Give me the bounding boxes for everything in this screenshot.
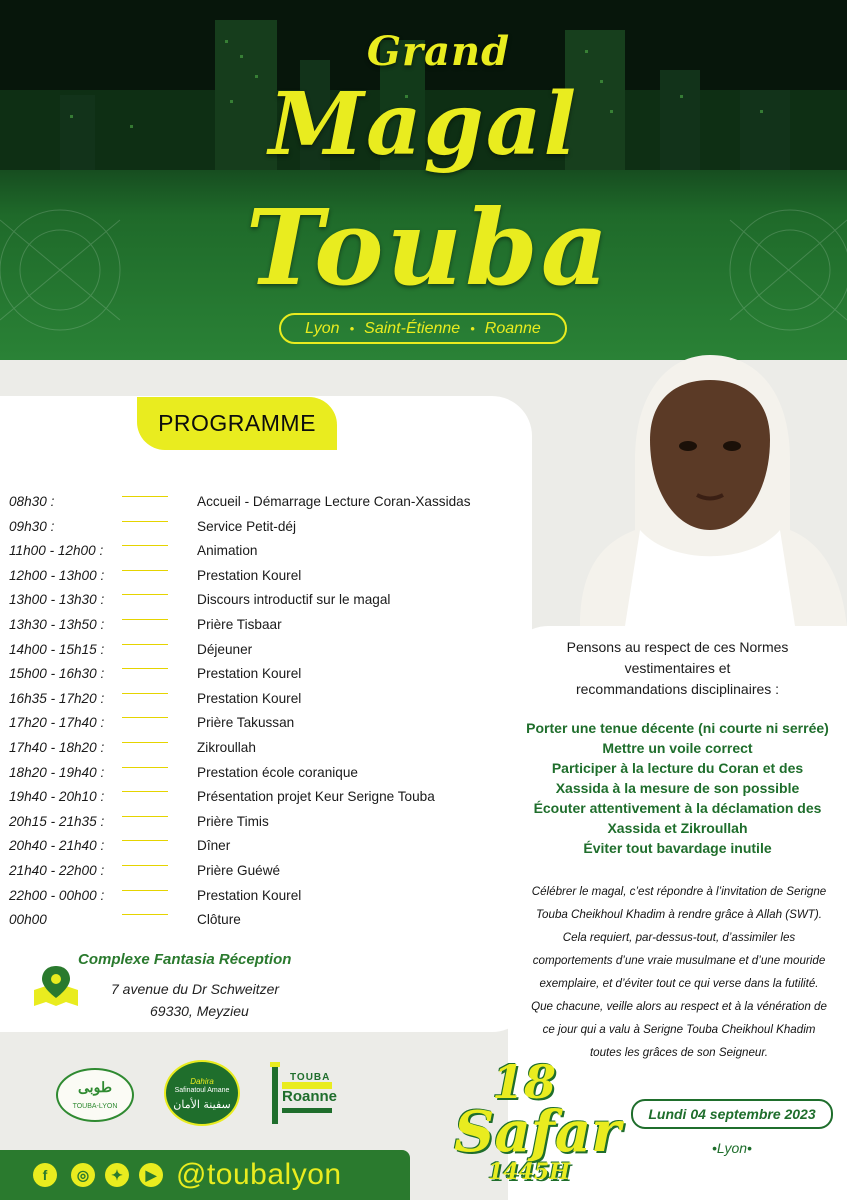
schedule-activity: Prière Tisbaar [197, 616, 282, 632]
quote-line: Touba Cheikhoul Khadim à rendre grâce à Allah (SWT). [536, 908, 822, 921]
schedule-activity: Présentation projet Keur Serigne Touba [197, 789, 435, 805]
title-grand: Grand [366, 28, 511, 75]
schedule-time: 20h40 - 21h40 : [9, 838, 105, 854]
schedule-divider [122, 717, 168, 718]
schedule-row [9, 810, 529, 835]
roanne-logo-line2: Roanne [282, 1088, 338, 1105]
schedule-row [9, 613, 529, 638]
schedule-time: 22h00 - 00h00 : [9, 887, 105, 903]
quote-line: Célébrer le magal, c’est répondre à l’invitation de Serigne [531, 885, 827, 898]
schedule-activity: Animation [197, 543, 258, 559]
quote-line: exemplaire, et d’éviter tout ce qui verse dans la futilité. [539, 977, 819, 990]
schedule-activity: Prestation Kourel [197, 690, 302, 706]
map-pin-icon [32, 964, 80, 1008]
rules-list [508, 718, 847, 858]
schedule-row [9, 687, 529, 712]
event-city: •Lyon• [712, 1140, 752, 1156]
rule-item: Écouter attentivement à la déclamation des [533, 800, 822, 816]
schedule-divider [122, 644, 168, 645]
schedule-divider [122, 890, 168, 891]
title-touba: Touba [245, 186, 612, 309]
schedule-time: 13h30 - 13h50 : [9, 616, 105, 632]
schedule-list [9, 490, 529, 933]
schedule-activity: Prestation école coranique [197, 764, 358, 780]
schedule-activity: Prestation Kourel [197, 666, 302, 682]
city-separator: • [349, 321, 355, 336]
touba-lyon-label: TOUBA-LYON [72, 1103, 118, 1110]
city-saint-etienne: Saint-Étienne [364, 319, 461, 337]
quote-line: ce jour qui a valu à Serigne Touba Cheikhoul Khadim [542, 1023, 816, 1036]
schedule-row [9, 711, 529, 736]
schedule-activity: Prière Takussan [197, 715, 295, 731]
touba-lyon-logo [56, 1068, 134, 1122]
city-roanne: Roanne [484, 319, 541, 337]
schedule-divider [122, 545, 168, 546]
social-handle[interactable]: @toubalyon [176, 1158, 342, 1191]
schedule-time: 00h00 [9, 912, 47, 928]
schedule-row [9, 539, 529, 564]
schedule-activity: Service Petit-déj [197, 518, 296, 534]
venue-name: Complexe Fantasia Réception [78, 951, 292, 968]
schedule-time: 15h00 - 16h30 : [9, 666, 105, 682]
program-heading: PROGRAMME [158, 410, 316, 436]
woman-portrait-illustration [540, 350, 847, 626]
hijri-day: 18 [492, 1055, 557, 1109]
schedule-time: 16h35 - 17h20 : [9, 690, 105, 706]
schedule-activity: Prière Guéwé [197, 862, 281, 878]
schedule-row [9, 736, 529, 761]
schedule-activity: Zikroullah [197, 739, 256, 755]
gregorian-date-pill [631, 1099, 833, 1129]
schedule-time: 20h15 - 21h35 : [9, 813, 105, 829]
roanne-logo-line1: TOUBA [290, 1072, 331, 1083]
dahira-arabic: سفينة الأمان [173, 1098, 231, 1111]
schedule-time: 11h00 - 12h00 : [9, 543, 104, 559]
gregorian-date: Lundi 04 septembre 2023 [648, 1106, 816, 1122]
schedule-time: 09h30 : [9, 518, 55, 534]
schedule-divider [122, 668, 168, 669]
schedule-divider [122, 816, 168, 817]
schedule-time: 13h00 - 13h30 : [9, 592, 105, 608]
schedule-divider [122, 791, 168, 792]
partner-logos [0, 1032, 420, 1150]
schedule-divider [122, 521, 168, 522]
schedule-time: 08h30 : [9, 494, 55, 509]
dahira-label: Dahira [190, 1077, 214, 1086]
schedule-time: 17h40 - 18h20 : [9, 739, 105, 755]
venue-address-line2: 69330, Meyzieu [150, 1003, 249, 1019]
schedule-time: 19h40 - 20h10 : [9, 789, 105, 805]
quote-line: comportements d’une vraie musulmane et d’une mouride [532, 954, 826, 967]
schedule-time: 14h00 - 15h15 : [9, 641, 105, 657]
schedule-row [9, 638, 529, 663]
rules-intro-line1: Pensons au respect de ces Normes [566, 639, 789, 655]
title-magal: Magal [268, 74, 579, 175]
social-bar [0, 1150, 410, 1200]
rule-item: Porter une tenue décente (ni courte ni serrée) [526, 720, 829, 736]
schedule-divider [122, 767, 168, 768]
rule-item: Éviter tout bavardage inutile [583, 840, 772, 856]
facebook-icon[interactable]: f [33, 1163, 57, 1187]
city-separator: • [470, 321, 475, 336]
schedule-row [9, 564, 529, 589]
schedule-activity: Discours introductif sur le magal [197, 592, 391, 608]
touba-lyon-arabic: طوبى [78, 1080, 112, 1096]
schedule-divider [122, 840, 168, 841]
dahira-safinatoul-amane-logo [164, 1060, 240, 1126]
schedule-divider [122, 742, 168, 743]
cities-pill [279, 313, 567, 344]
schedule-activity: Prestation Kourel [197, 887, 302, 903]
schedule-row [9, 662, 529, 687]
schedule-divider [122, 570, 168, 571]
quote-line: toutes les grâces de son Seigneur. [589, 1046, 769, 1059]
schedule-activity: Accueil - Démarrage Lecture Coran-Xassidas [197, 494, 471, 509]
rules-intro-line3: recommandations disciplinaires : [575, 681, 780, 697]
twitter-icon[interactable]: ✦ [105, 1163, 129, 1187]
schedule-activity: Prestation Kourel [197, 567, 302, 583]
youtube-icon[interactable]: ▶ [139, 1163, 163, 1187]
rules-intro-line2: vestimentaires et [624, 660, 731, 676]
schedule-divider [122, 619, 168, 620]
city-lyon: Lyon [305, 319, 340, 337]
schedule-row [9, 859, 529, 884]
program-heading-pill [137, 397, 337, 450]
schedule-activity: Dîner [197, 838, 231, 854]
schedule-row [9, 515, 529, 540]
schedule-divider [122, 693, 168, 694]
rule-item: Participer à la lecture du Coran et des [551, 760, 804, 776]
dahira-name: Safinatoul Amane [174, 1087, 230, 1094]
schedule-time: 17h20 - 17h40 : [9, 715, 105, 731]
schedule-activity: Déjeuner [197, 641, 253, 657]
schedule-time: 21h40 - 22h00 : [9, 862, 105, 878]
schedule-divider [122, 496, 168, 497]
quote-line: Cela requiert, par-dessus-tout, d’assimiler les [562, 931, 796, 944]
hijri-month: Safar [454, 1099, 621, 1165]
schedule-activity: Prière Timis [197, 813, 269, 829]
schedule-row [9, 908, 529, 933]
header-banner [0, 0, 847, 360]
hijri-date-block [448, 1055, 621, 1195]
schedule-row [9, 785, 529, 810]
schedule-divider [122, 594, 168, 595]
schedule-activity: Clôture [197, 912, 241, 928]
instagram-icon[interactable]: ◎ [71, 1163, 95, 1187]
schedule-row [9, 490, 529, 515]
touba-roanne-logo [268, 1060, 338, 1130]
rule-item: Mettre un voile correct [602, 740, 753, 756]
rule-item: Xassida et Zikroullah [607, 820, 748, 836]
magal-quote [520, 880, 838, 1064]
schedule-row [9, 761, 529, 786]
schedule-time: 12h00 - 13h00 : [9, 567, 105, 583]
quote-line: Que chacune, veille alors au respect et à la vénération de [531, 1000, 827, 1013]
schedule-divider [122, 865, 168, 866]
hijri-year: 1445H [488, 1159, 571, 1185]
schedule-row [9, 834, 529, 859]
rule-item: Xassida à la mesure de son possible [555, 780, 800, 796]
schedule-time: 18h20 - 19h40 : [9, 764, 105, 780]
schedule-row [9, 884, 529, 909]
schedule-row [9, 588, 529, 613]
schedule-divider [122, 914, 168, 915]
venue-block [32, 950, 332, 1030]
venue-address-line1: 7 avenue du Dr Schweitzer [111, 981, 280, 997]
